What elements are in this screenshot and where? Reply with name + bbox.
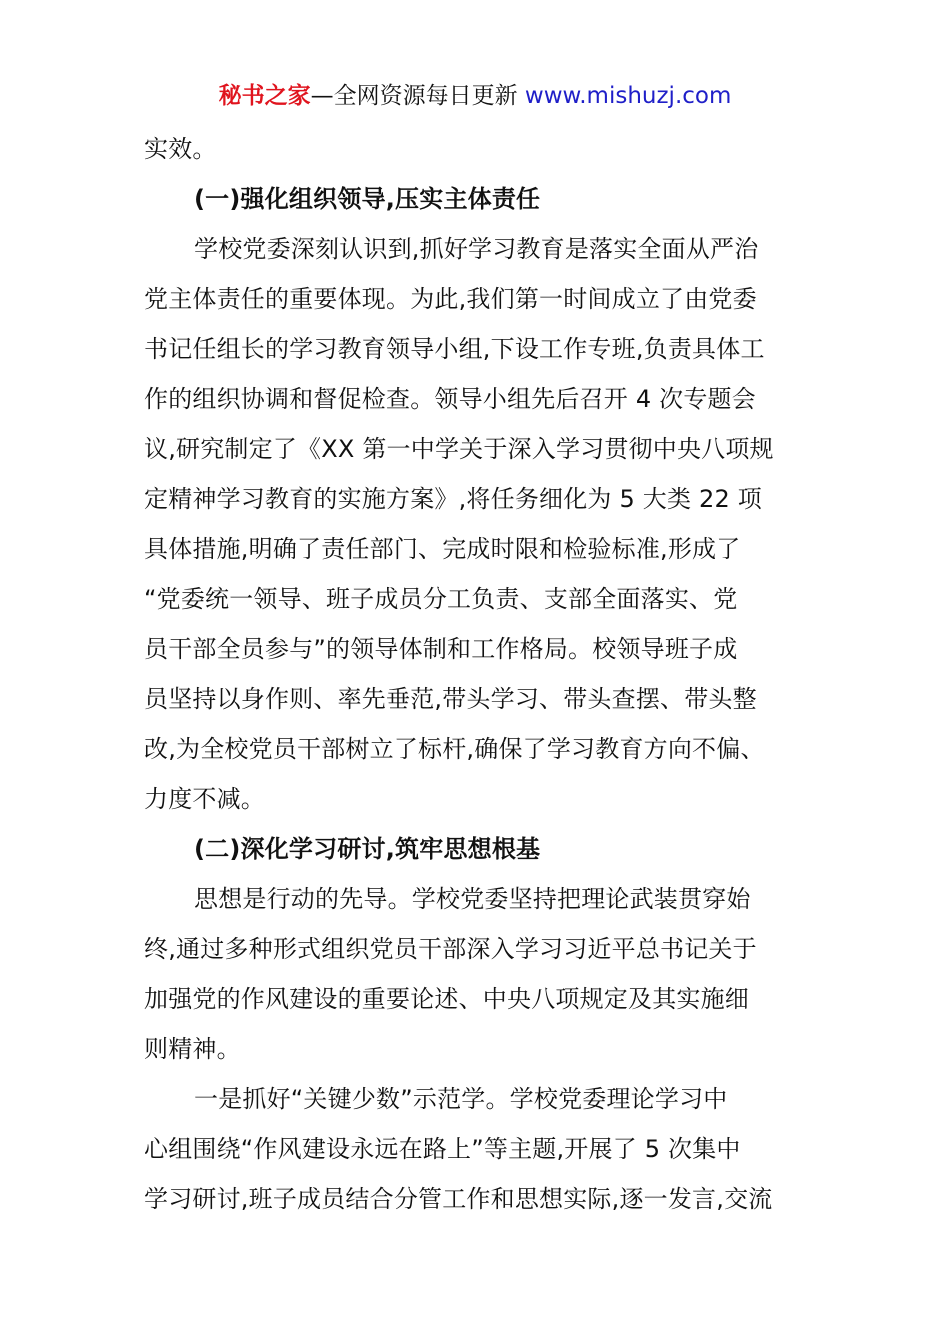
paragraph-line: 议,研究制定了《XX 第一中学关于深入学习贯彻中央八项规 — [144, 435, 774, 463]
paragraph-line: 心组围绕“作风建设永远在路上”等主题,开展了 5 次集中 — [144, 1135, 741, 1163]
paragraph-line: 员干部全员参与”的领导体制和工作格局。校领导班子成 — [144, 635, 738, 663]
paragraph-line: 书记任组长的学习教育领导小组,下设工作专班,负责具体工 — [144, 335, 765, 363]
section-heading: (二)深化学习研讨,筑牢思想根基 — [194, 835, 541, 863]
paragraph-line: 一是抓好“关键少数”示范学。学校党委理论学习中 — [194, 1085, 728, 1113]
site-url-link[interactable]: www.mishuzj.com — [524, 83, 732, 109]
paragraph-line: 员坚持以身作则、率先垂范,带头学习、带头查摆、带头整 — [144, 685, 757, 713]
site-header — [0, 80, 950, 112]
paragraph-line: “党委统一领导、班子成员分工负责、支部全面落实、党 — [144, 585, 738, 613]
section-heading: (一)强化组织领导,压实主体责任 — [194, 185, 541, 213]
paragraph-line: 则精神。 — [144, 1035, 241, 1063]
site-brand: 秘书之家 — [218, 83, 311, 109]
document-body — [144, 124, 808, 1224]
paragraph-line: 定精神学习教育的实施方案》,将任务细化为 5 大类 22 项 — [144, 485, 762, 513]
paragraph-line: 加强党的作风建设的重要论述、中央八项规定及其实施细 — [144, 985, 749, 1013]
paragraph-line: 思想是行动的先导。学校党委坚持把理论武装贯穿始 — [194, 885, 751, 913]
paragraph-line: 改,为全校党员干部树立了标杆,确保了学习教育方向不偏、 — [144, 735, 765, 763]
paragraph-line: 具体措施,明确了责任部门、完成时限和检验标准,形成了 — [144, 535, 741, 563]
paragraph-line: 终,通过多种形式组织党员干部深入学习习近平总书记关于 — [144, 935, 757, 963]
paragraph-line: 学习研讨,班子成员结合分管工作和思想实际,逐一发言,交流 — [144, 1185, 773, 1213]
paragraph-line: 实效。 — [144, 135, 217, 163]
paragraph-line: 学校党委深刻认识到,抓好学习教育是落实全面从严治 — [194, 235, 759, 263]
paragraph-line: 力度不减。 — [144, 785, 265, 813]
paragraph-line: 作的组织协调和督促检查。领导小组先后召开 4 次专题会 — [144, 385, 756, 413]
paragraph-line: 党主体责任的重要体现。为此,我们第一时间成立了由党委 — [144, 285, 757, 313]
site-tagline: —全网资源每日更新 — [310, 83, 525, 109]
